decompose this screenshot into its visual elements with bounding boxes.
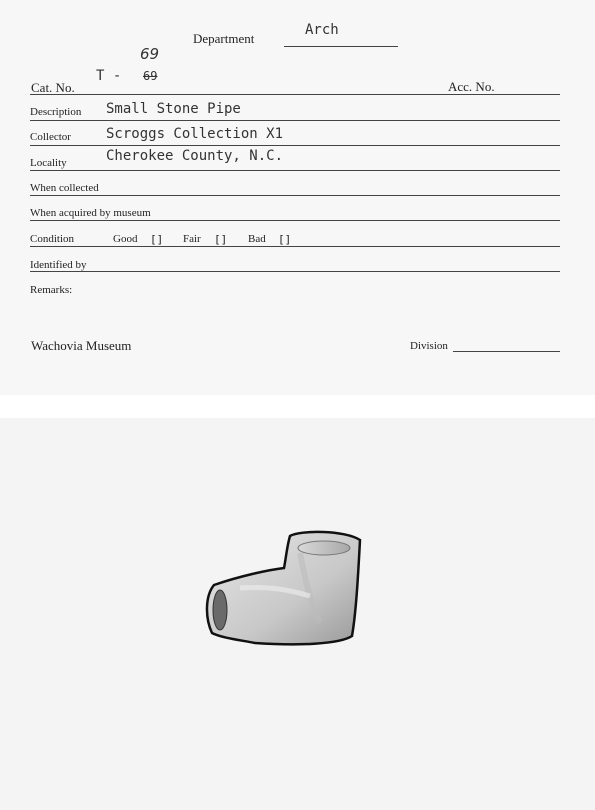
remarks-label: Remarks: bbox=[30, 284, 73, 296]
collector-label: Collector bbox=[30, 131, 71, 143]
division-label: Division bbox=[410, 340, 448, 352]
locality-line bbox=[30, 170, 560, 171]
description-label: Description bbox=[30, 106, 82, 118]
condition-fair-checkbox: [] bbox=[214, 233, 228, 246]
pipe-bowl-opening bbox=[298, 541, 350, 555]
museum-name: Wachovia Museum bbox=[31, 338, 132, 353]
collector-value: Scroggs Collection X1 bbox=[106, 126, 284, 142]
identified-by-line bbox=[30, 271, 560, 272]
division-line bbox=[453, 351, 560, 352]
cat-no-label: Cat. No. bbox=[31, 80, 75, 95]
description-value: Small Stone Pipe bbox=[106, 101, 241, 117]
when-collected-label: When collected bbox=[30, 182, 99, 194]
when-acquired-label: When acquired by museum bbox=[30, 207, 151, 219]
department-label: Department bbox=[193, 31, 255, 46]
condition-good-checkbox: [] bbox=[150, 233, 164, 246]
condition-fair-label: Fair bbox=[183, 233, 201, 245]
condition-good-label: Good bbox=[113, 233, 138, 245]
catalog-card-front bbox=[0, 0, 595, 395]
cat-no-struck: 69 bbox=[143, 69, 158, 83]
cat-no-prefix: T - bbox=[96, 68, 122, 84]
condition-label: Condition bbox=[30, 233, 75, 245]
stone-pipe-drawing-icon bbox=[0, 418, 595, 810]
acc-no-label: Acc. No. bbox=[448, 79, 495, 94]
identified-by-label: Identified by bbox=[30, 259, 87, 271]
description-line bbox=[30, 120, 560, 121]
when-acquired-line bbox=[30, 220, 560, 221]
locality-label: Locality bbox=[30, 157, 67, 169]
department-line bbox=[284, 46, 398, 47]
when-collected-line bbox=[30, 195, 560, 196]
cat-no-handwritten: 69 bbox=[140, 45, 160, 63]
catalog-card-back bbox=[0, 418, 595, 810]
pipe-stem-opening bbox=[213, 590, 227, 630]
department-value: Arch bbox=[305, 22, 339, 38]
condition-bad-checkbox: [] bbox=[278, 233, 292, 246]
condition-bad-label: Bad bbox=[248, 233, 266, 245]
collector-line bbox=[30, 145, 560, 146]
locality-value: Cherokee County, N.C. bbox=[106, 148, 284, 164]
condition-line bbox=[30, 246, 560, 247]
